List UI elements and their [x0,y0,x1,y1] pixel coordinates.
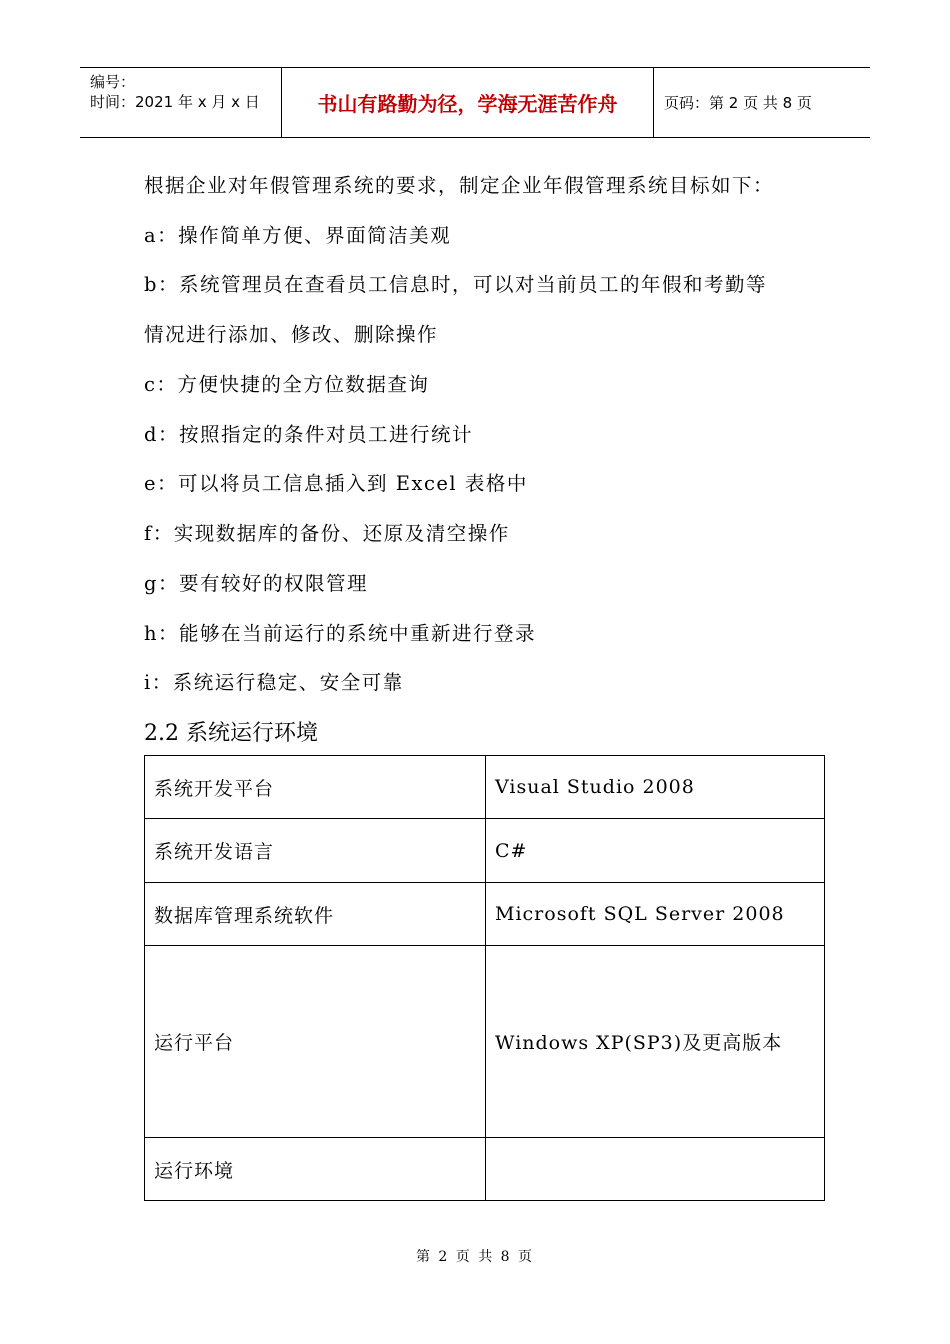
goal-item-c: c：方便快捷的全方位数据查询 [144,373,430,396]
env-label: 运行平台 [145,946,486,1138]
table-row [145,883,825,946]
goal-item-b: b：系统管理员在查看员工信息时，可以对当前员工的年假和考勤等 [144,273,767,296]
intro-paragraph: 根据企业对年假管理系统的要求，制定企业年假管理系统目标如下： [144,174,775,197]
env-value: Windows XP(SP3)及更高版本 [486,946,825,1138]
goal-item-f: f：实现数据库的备份、还原及清空操作 [144,522,510,545]
header-page-info: 页码：第 2 页 共 8 页 [664,94,812,112]
env-label: 系统开发平台 [145,756,486,819]
header-number-label: 编号： [90,73,136,91]
goal-item-b-continued: 情况进行添加、修改、删除操作 [144,323,439,346]
goal-item-a: a：操作简单方便、界面简洁美观 [144,224,452,247]
table-row [145,946,825,1138]
env-label: 系统开发语言 [145,819,486,883]
table-row [145,819,825,883]
section-heading: 2.2 系统运行环境 [144,721,318,746]
env-value: Microsoft SQL Server 2008 [486,883,825,946]
table-row [145,1138,825,1201]
goal-item-g: g：要有较好的权限管理 [144,572,368,595]
env-value: C# [486,819,825,883]
page-header [80,67,870,138]
goal-item-h: h：能够在当前运行的系统中重新进行登录 [144,622,537,645]
env-label: 数据库管理系统软件 [145,883,486,946]
env-value [486,1138,825,1201]
environment-table [144,755,825,1201]
page-footer: 第 2 页 共 8 页 [415,1249,535,1265]
table-row [145,756,825,819]
goal-item-d: d：按照指定的条件对员工进行统计 [144,423,473,446]
header-date-label: 时间：2021 年 x 月 x 日 [90,93,260,111]
env-label: 运行环境 [145,1138,486,1201]
goal-item-e: e：可以将员工信息插入到 Excel 表格中 [144,472,528,495]
header-motto: 书山有路勤为径，学海无涯苦作舟 [282,68,654,137]
env-value: Visual Studio 2008 [486,756,825,819]
goal-item-i: i：系统运行稳定、安全可靠 [144,671,404,694]
header-meta [80,68,282,137]
